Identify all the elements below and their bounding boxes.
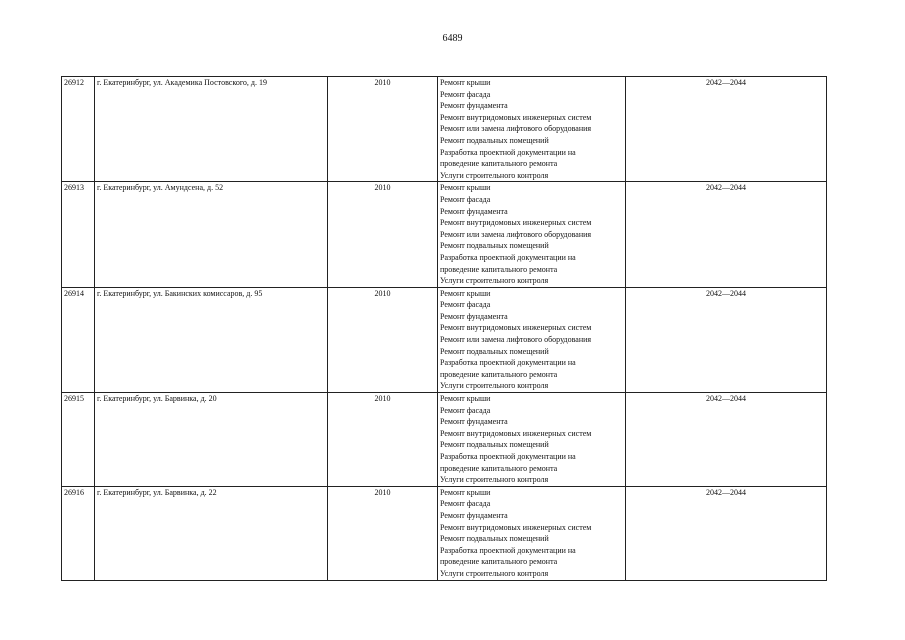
work-item: Ремонт подвальных помещений	[440, 534, 549, 544]
record-id-cell: 26912	[62, 77, 95, 182]
address-cell: г. Екатеринбург, ул. Барвинка, д. 20	[95, 393, 328, 487]
work-item: Ремонт крыши	[440, 394, 491, 404]
work-item: Ремонт подвальных помещений	[440, 241, 549, 251]
table-row	[62, 182, 827, 287]
work-item: Ремонт внутридомовых инженерных систем	[440, 428, 592, 438]
work-item: проведение капитального ремонта	[440, 159, 558, 169]
address-cell: г. Екатеринбург, ул. Барвинка, д. 22	[95, 486, 328, 580]
record-id-cell: 26913	[62, 182, 95, 287]
period-cell: 2042—2044	[626, 393, 827, 487]
work-item: Ремонт фасада	[440, 300, 491, 310]
work-item: Ремонт крыши	[440, 78, 491, 87]
address-cell: г. Екатеринбург, ул. Бакинских комиссаров, д. 95	[95, 287, 328, 392]
address-cell: г. Екатеринбург, ул. Академика Постовского, д. 19	[95, 77, 328, 182]
work-item: Услуги строительного контроля	[440, 475, 549, 485]
work-item: Услуги строительного контроля	[440, 381, 549, 391]
works-cell	[438, 77, 626, 182]
work-item: Ремонт или замена лифтового оборудования	[440, 124, 592, 134]
work-item: Ремонт крыши	[440, 487, 491, 497]
record-id-cell: 26916	[62, 486, 95, 580]
work-item: Ремонт или замена лифтового оборудования	[440, 229, 592, 239]
work-item: Услуги строительного контроля	[440, 170, 549, 180]
table-row	[62, 486, 827, 580]
work-item: проведение капитального ремонта	[440, 369, 558, 379]
work-item: Ремонт крыши	[440, 288, 491, 298]
work-item: Ремонт фасада	[440, 499, 491, 509]
registry-body	[62, 77, 827, 581]
year-cell: 2010	[328, 393, 438, 487]
work-item: Разработка проектной документации на	[440, 252, 576, 262]
work-item: Ремонт внутридомовых инженерных систем	[440, 112, 592, 122]
works-cell	[438, 393, 626, 487]
page-number: 6489	[442, 33, 463, 44]
work-item: Ремонт фундамента	[440, 417, 508, 427]
work-item: Ремонт крыши	[440, 183, 491, 193]
table-row	[62, 287, 827, 392]
period-cell: 2042—2044	[626, 77, 827, 182]
work-item: Услуги строительного контроля	[440, 568, 549, 578]
work-item: Ремонт фасада	[440, 89, 491, 99]
works-cell	[438, 287, 626, 392]
work-item: Разработка проектной документации на	[440, 358, 576, 368]
period-cell: 2042—2044	[626, 287, 827, 392]
work-item: Ремонт внутридомовых инженерных систем	[440, 218, 592, 228]
works-cell	[438, 182, 626, 287]
works-cell	[438, 486, 626, 580]
work-item: Ремонт фундамента	[440, 101, 508, 111]
work-item: Ремонт подвальных помещений	[440, 346, 549, 356]
work-item: Ремонт фасада	[440, 405, 491, 415]
work-item: проведение капитального ремонта	[440, 463, 558, 473]
work-item: Разработка проектной документации на	[440, 147, 576, 157]
year-cell: 2010	[328, 77, 438, 182]
period-cell: 2042—2044	[626, 182, 827, 287]
work-item: Ремонт подвальных помещений	[440, 440, 549, 450]
work-item: Ремонт внутридомовых инженерных систем	[440, 323, 592, 333]
period-cell: 2042—2044	[626, 486, 827, 580]
work-item: Ремонт или замена лифтового оборудования	[440, 335, 592, 345]
year-cell: 2010	[328, 182, 438, 287]
work-item: Разработка проектной документации на	[440, 545, 576, 555]
work-item: Ремонт фундамента	[440, 510, 508, 520]
work-item: Ремонт внутридомовых инженерных систем	[440, 522, 592, 532]
work-item: Ремонт фундамента	[440, 311, 508, 321]
table-row	[62, 393, 827, 487]
work-item: проведение капитального ремонта	[440, 557, 558, 567]
address-cell: г. Екатеринбург, ул. Амундсена, д. 52	[95, 182, 328, 287]
table-row	[62, 77, 827, 182]
year-cell: 2010	[328, 486, 438, 580]
record-id-cell: 26914	[62, 287, 95, 392]
work-item: проведение капитального ремонта	[440, 264, 558, 274]
work-item: Услуги строительного контроля	[440, 276, 549, 286]
work-item: Ремонт фундамента	[440, 206, 508, 216]
repair-registry-table	[61, 76, 827, 581]
record-id-cell: 26915	[62, 393, 95, 487]
work-item: Разработка проектной документации на	[440, 452, 576, 461]
work-item: Ремонт подвальных помещений	[440, 135, 549, 145]
year-cell: 2010	[328, 287, 438, 392]
work-item: Ремонт фасада	[440, 194, 491, 204]
